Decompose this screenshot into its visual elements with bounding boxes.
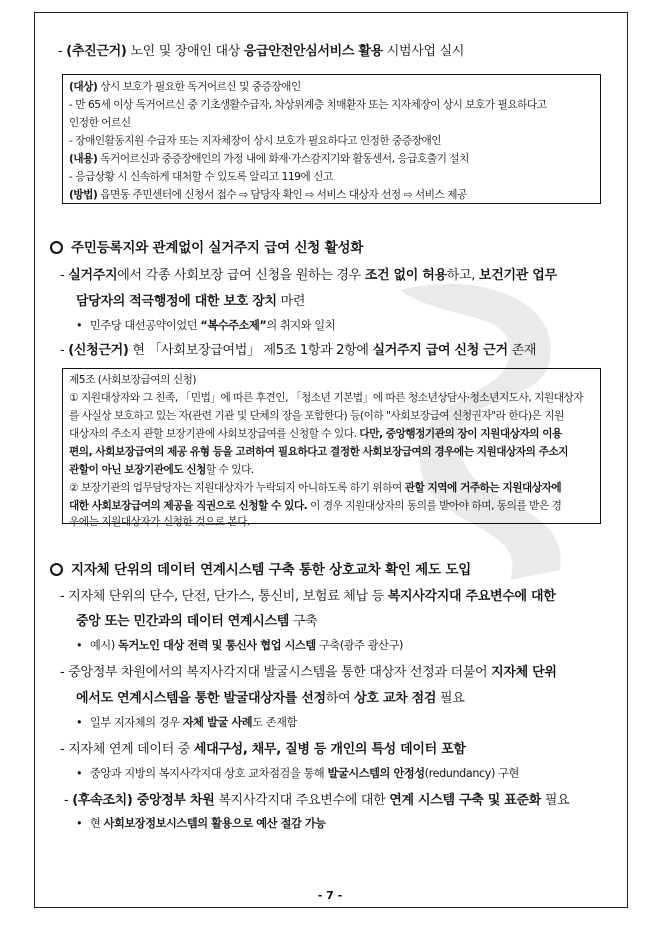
section2-line-a3: • 예시) 독거노인 대상 전력 및 통신사 협업 시스템 구축(광주 광산구) xyxy=(76,639,403,652)
box2-line8: 우에는 지원대상자가 신청한 것으로 본다. xyxy=(69,516,250,528)
box2-line2: 를 사실상 보호하고 있는 자(관련 기관 및 단체의 장을 포함한다) 등(이하 "사회보장급여 신청권자"라 한다)은 지원 xyxy=(69,410,564,422)
section2-line-b2: 에서도 연계시스템을 통한 발굴대상자를 선정하여 상호 교차 점검 필요 xyxy=(76,691,465,706)
section2-line-c1: - 지자체 연계 데이터 중 세대구성, 채무, 질병 등 개인의 특성 데이터 포함 xyxy=(60,742,466,757)
box1-line-elderly: - 만 65세 이상 독거어르신 중 기초생활수급자, 차상위계층 치매환자 또는 지자체장이 상시 보호가 필요하다고 xyxy=(69,99,547,111)
box1-line-content: (내용) 독거어르신과 중증장애인의 가정 내에 화재·가스감지기와 활동센서, 응급호출기 설치 xyxy=(69,153,469,165)
circle-bullet-icon xyxy=(50,563,63,576)
page-number: - 7 - xyxy=(317,889,343,902)
section2-line-b3: • 일부 지자체의 경우 자체 발굴 사례도 존재함 xyxy=(76,716,297,729)
section1-line1: - 실거주지에서 각종 사회보장 급여 신청을 원하는 경우 조건 없이 허용하고, 보건기관 업무 xyxy=(60,268,557,283)
section1-line4: - (신청근거) 현 「사회보장급여법」 제5조 1항과 2항에 실거주지 급여 신청 근거 존재 xyxy=(60,343,537,358)
box2-line6: ② 보장기관의 업무담당자는 지원대상자가 누락되지 아니하도록 하기 위하여 관할 지역에 거주하는 지원대상자에 xyxy=(69,482,562,494)
box1-line-elderly-cont: 인정한 어르신 xyxy=(69,117,131,129)
section1-line2: 담당자의 적극행정에 대한 보호 장치 마련 xyxy=(76,294,306,309)
section2-line-d2: • 현 사회보장정보시스템의 활용으로 예산 절감 가능 xyxy=(76,817,326,830)
section1-heading: 주민등록지와 관계없이 실거주지 급여 신청 활성화 xyxy=(50,236,363,256)
section2-line-c2: • 중앙과 지방의 복지사각지대 상호 교차점검을 통해 발굴시스템의 안정성(redundancy) 구현 xyxy=(76,767,519,780)
section2-line-a1: - 지자체 단위의 단수, 단전, 단가스, 통신비, 보험료 체납 등 복지사각지대 주요변수에 대한 xyxy=(60,589,556,604)
box2-line4: 편의, 사회보장급여의 제공 유형 등을 고려하여 필요하다고 결정한 사회보장급여의 경우에는 지원대상자의 주소지 xyxy=(69,446,569,458)
top-rationale-line: - (추진근거) 노인 및 장애인 대상 응급안전안심서비스 활용 시범사업 실시 xyxy=(58,44,465,59)
pilot-details-box xyxy=(62,74,601,204)
circle-bullet-icon xyxy=(50,241,63,254)
section2-line-a2: 중앙 또는 민간과의 데이터 연계시스템 구축 xyxy=(76,614,318,629)
box1-line-target: (대상) 상시 보호가 필요한 독거어르신 및 중증장애인 xyxy=(69,81,301,93)
box1-line-method: (방법) 읍면동 주민센터에 신청서 접수 ⇨ 담당자 확인 ⇨ 서비스 대상자 선정 ⇨ 서비스 제공 xyxy=(69,189,467,201)
section1-line3: • 민주당 대선공약이었던 “복수주소제”의 취지와 일치 xyxy=(76,319,336,332)
box2-line1: ① 지원대상자와 그 친족, 「민법」에 따른 후견인, 「청소년 기본법」에 따른 청소년상담사·청소년지도사, 지원대상자 xyxy=(69,392,584,404)
box2-title: 제5조 (사회보장급여의 신청) xyxy=(69,374,197,386)
section2-heading: 지자체 단위의 데이터 연계시스템 구축 통한 상호교차 확인 제도 도입 xyxy=(50,558,471,578)
box2-line3: 대상자의 주소지 관할 보장기관에 사회보장급여를 신청할 수 있다. 다만, 중앙행정기관의 장이 지원대상자의 이용 xyxy=(69,428,562,440)
section2-line-d1: - (후속조치) 중앙정부 차원 복지사각지대 주요변수에 대한 연계 시스템 구축 및 표준화 필요 xyxy=(64,793,570,808)
box1-line-emergency: - 응급상황 시 신속하게 대처할 수 있도록 알리고 119에 신고 xyxy=(69,171,333,183)
box1-line-disabled: - 장애인활동지원 수급자 또는 지자체장이 상시 보호가 필요하다고 인정한 중증장애인 xyxy=(69,135,442,147)
law-article-box xyxy=(62,368,601,528)
box2-line7: 대한 사회보장급여의 제공을 직권으로 신청할 수 있다. 이 경우 지원대상자의 동의를 받아야 하며, 동의를 받은 경 xyxy=(69,500,562,512)
box2-line5: 관할이 아닌 보장기관에도 신청할 수 있다. xyxy=(69,464,254,476)
section2-line-b1: - 중앙정부 차원에서의 복지사각지대 발굴시스템을 통한 대상자 선정과 더불어 지자체 단위 xyxy=(60,665,557,680)
